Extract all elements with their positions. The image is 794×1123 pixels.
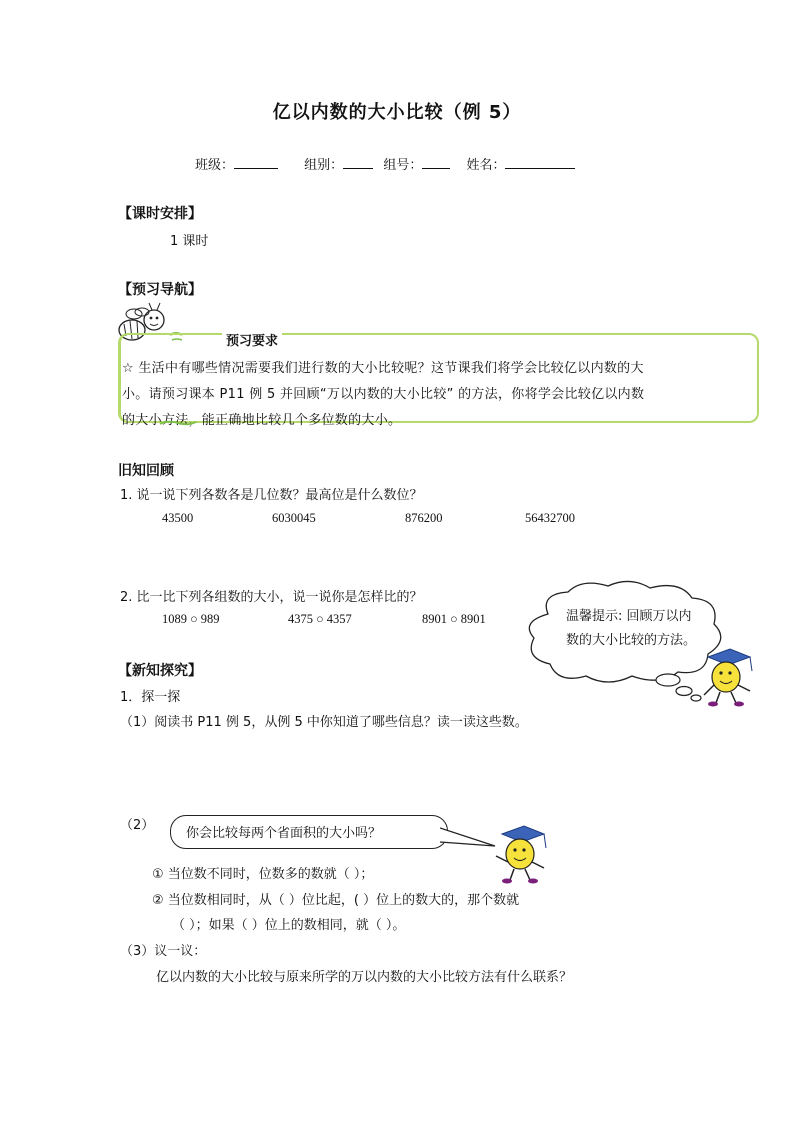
student-info-line	[195, 154, 575, 173]
number-label: 组号：	[383, 158, 423, 173]
explore-heading: 【新知探究】	[118, 663, 202, 679]
review-question-2: 2. 比一比下列各组数的大小，说一说你是怎样比的？	[120, 590, 423, 605]
schedule-value: 1 课时	[170, 234, 209, 249]
mascot-icon	[698, 645, 758, 707]
number-blank[interactable]	[422, 156, 450, 169]
name-blank[interactable]	[505, 156, 575, 169]
hint-line-2: 数的大小比较的方法。	[566, 633, 697, 648]
group-label: 组别：	[304, 158, 344, 173]
q1-number-3: 876200	[405, 511, 443, 525]
green-underline-mark	[158, 418, 198, 428]
hint-line-1: 温馨提示: 回顾万以内	[566, 609, 692, 624]
explore-question-2-label: （2）	[120, 818, 155, 833]
explore-sub-1: 1．探一探	[120, 690, 181, 705]
mascot-icon-2	[490, 822, 552, 884]
class-label: 班级：	[195, 158, 235, 173]
preview-box-title: 预习要求	[222, 330, 282, 349]
q2-pair-1: 1089 ○ 989	[162, 612, 220, 626]
q2-pair-3: 8901 ○ 8901	[422, 612, 486, 626]
name-label: 姓名：	[466, 158, 506, 173]
preview-line-1: ☆ 生活中有哪些情况需要我们进行数的大小比较呢？这节课我们将学会比较亿以内数的大	[122, 361, 644, 376]
rule-3: （ ）；如果（ ）位上的数相同，就（ ）。	[172, 918, 406, 933]
preview-line-2: 小。请预习课本 P11 例 5 并回顾“万以内数的大小比较” 的方法，你将学会比较亿以内数	[122, 387, 645, 402]
explore-question-3-label: （3）议一议：	[120, 944, 207, 959]
preview-line-3: 的大小方法，能正确地比较几个多位数的大小。	[122, 413, 402, 428]
q1-number-2: 6030045	[272, 511, 316, 525]
rule-2: ② 当位数相同时，从（ ）位比起，( ）位上的数大的，那个数就	[152, 893, 520, 908]
page-title: 亿以内数的大小比较（例 5）	[272, 102, 522, 123]
review-heading: 旧知回顾	[118, 463, 174, 479]
rule-1: ① 当位数不同时，位数多的数就（ ）；	[152, 867, 374, 882]
group-blank[interactable]	[343, 156, 373, 169]
review-question-1: 1. 说一说下列各数各是几位数？最高位是什么数位？	[120, 488, 423, 503]
speech-bubble-text: 你会比较每两个省面积的大小吗？	[186, 826, 382, 841]
q1-number-1: 43500	[162, 511, 194, 525]
class-blank[interactable]	[234, 156, 278, 169]
explore-question-3-text: 亿以内数的大小比较与原来所学的万以内数的大小比较方法有什么联系？	[156, 970, 573, 985]
preview-heading: 【预习导航】	[118, 282, 202, 298]
q1-number-4: 56432700	[525, 511, 575, 525]
q2-pair-2: 4375 ○ 4357	[288, 612, 352, 626]
schedule-heading: 【课时安排】	[118, 206, 202, 222]
explore-question-1: （1）阅读书 P11 例 5，从例 5 中你知道了哪些信息？读一读这些数。	[120, 715, 528, 730]
